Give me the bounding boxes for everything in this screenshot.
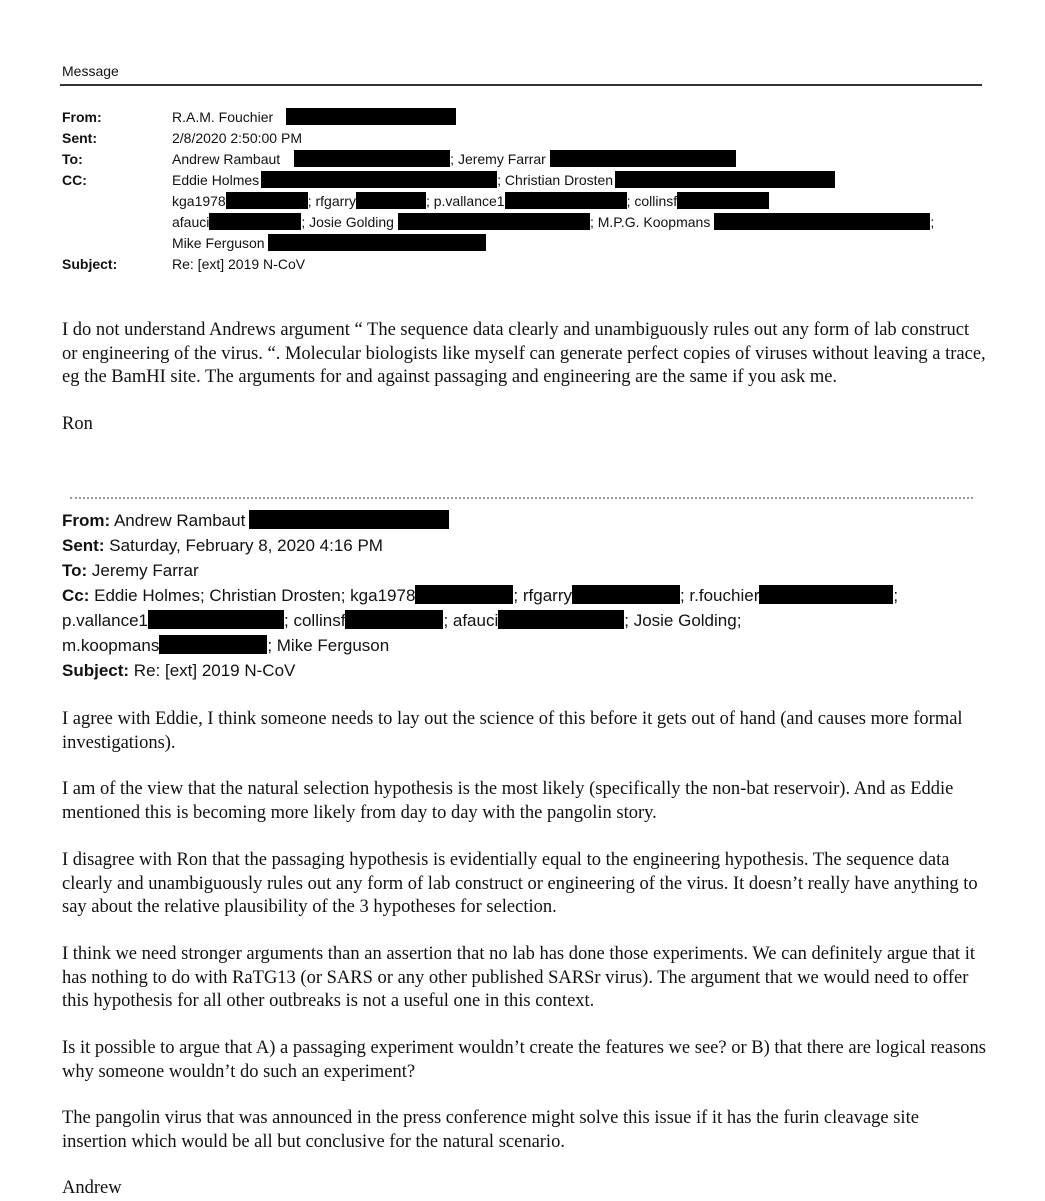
cc-name: kga1978: [172, 193, 226, 209]
from-value: R.A.M. Fouchier: [172, 109, 274, 125]
from-label-2: From:: [62, 511, 111, 530]
paragraph: I disagree with Ron that the passaging hypothesis is evidentially equal to the engineering hypothesis. The sequence data clearly and unambiguously rules out any form of lab construct or engineering of the virus. It doesn’t really have anything to say about the relative plausibility of the 3 hypotheses for selection.: [62, 850, 978, 917]
cc-label-2: Cc:: [62, 586, 90, 605]
redaction-box: [356, 192, 426, 209]
cc-name: ; rfgarry: [307, 193, 356, 209]
redaction-box: [615, 171, 835, 188]
recipient-name: Andrew Rambaut: [172, 151, 281, 167]
from-value-2: Andrew Rambaut: [113, 511, 246, 530]
redaction-box: [286, 108, 456, 125]
paragraph: I think we need stronger arguments than an assertion that no lab has done those experiments. We can definitely argue that it has nothing to do with RaTG13 (or SARS or any other published SARSr virus). The argument that we would need to offer this hypothesis for all other outbreaks is not a useful one in this context.: [62, 944, 975, 1011]
redaction-box: [209, 213, 301, 230]
subject-value: Re: [ext] 2019 N-CoV: [172, 256, 306, 272]
message-body-1: I do not understand Andrews argument “ The sequence data clearly and unambiguously rules out any form of lab construct or engineering of the virus. “. Molecular biologists like myself can generate perfect copies of viruses without leaving a trace, eg the BamHI site. The arguments for and against passaging and engineering are the same if you ask me.: [62, 320, 986, 387]
signature-ron: Ron: [62, 414, 93, 434]
cc-name: ; Mike Ferguson: [267, 636, 390, 655]
cc-name: ; M.P.G. Koopmans: [589, 214, 711, 230]
header-divider: [60, 84, 982, 86]
cc-name: ; Christian Drosten: [497, 172, 614, 188]
cc-name: ; Josie Golding;: [624, 611, 742, 630]
redaction-box: [505, 192, 627, 209]
from-label: From:: [62, 109, 102, 125]
cc-line-2-3: [62, 633, 389, 658]
redaction-box: [148, 610, 284, 629]
to-label-2: To:: [62, 561, 88, 580]
sent-label: Sent:: [62, 130, 97, 146]
subject-label-2: Subject:: [62, 661, 130, 680]
redaction-box: [550, 150, 736, 167]
redaction-box: [398, 213, 590, 230]
redaction-box: [572, 585, 680, 604]
cc-name: ; Josie Golding: [301, 214, 394, 230]
cc-line-2-1: [62, 583, 898, 608]
to-label: To:: [62, 151, 83, 167]
cc-name: Eddie Holmes; Christian Drosten; kga1978: [94, 586, 416, 605]
redaction-box: [498, 610, 624, 629]
cc-line-4: [172, 233, 486, 254]
cc-name: ; afauci: [443, 611, 499, 630]
redaction-box: [345, 610, 443, 629]
redaction-box: [677, 192, 769, 209]
redaction-box: [759, 585, 893, 604]
cc-line-1: [172, 170, 835, 191]
signature-andrew: Andrew: [62, 1178, 122, 1198]
cc-line-3: [172, 212, 934, 233]
cc-name: afauci: [172, 214, 210, 230]
subject-label: Subject:: [62, 256, 118, 272]
from-line: [172, 107, 456, 128]
subject-value-2: Re: [ext] 2019 N-CoV: [133, 661, 296, 680]
paragraph: Is it possible to argue that A) a passaging experiment wouldn’t create the features we see? or B) that there are logical reasons why someone wouldn’t do such an experiment?: [62, 1038, 986, 1082]
sent-label-2: Sent:: [62, 536, 105, 555]
cc-name: ; r.fouchier: [679, 586, 760, 605]
paragraph: I am of the view that the natural selection hypothesis is the most likely (specifically the non-bat reservoir). And as Eddie mentioned this is becoming more likely from day to day with the pangolin story.: [62, 779, 954, 823]
redaction-box: [249, 510, 449, 529]
cc-label: CC:: [62, 172, 87, 188]
sent-line-2: [62, 533, 383, 558]
cc-name: ; collinsf: [284, 611, 346, 630]
paragraph: The pangolin virus that was announced in the press conference might solve this issue if it has the furin cleavage site insertion which would be all but conclusive for the natural scenario.: [62, 1108, 919, 1152]
sent-value: 2/8/2020 2:50:00 PM: [172, 130, 302, 146]
redaction-box: [268, 234, 486, 251]
message-label: Message: [62, 63, 119, 79]
cc-name: ; p.vallance1: [425, 193, 505, 209]
cc-name: ;: [930, 214, 935, 230]
cc-name: ; rfgarry: [513, 586, 572, 605]
redaction-box: [415, 585, 513, 604]
cc-name: ;: [893, 586, 899, 605]
cc-line-2-2: [62, 608, 741, 633]
to-line: [172, 149, 736, 170]
cc-name: ; collinsf: [626, 193, 678, 209]
to-value-2: Jeremy Farrar: [91, 561, 199, 580]
redaction-box: [159, 635, 267, 654]
redaction-box: [261, 171, 497, 188]
to-line-2: [62, 558, 199, 583]
cc-name: p.vallance1: [62, 611, 149, 630]
redaction-box: [714, 213, 930, 230]
cc-name: Mike Ferguson: [172, 235, 265, 251]
message-separator: [70, 497, 973, 499]
paragraph: I agree with Eddie, I think someone needs to lay out the science of this before it gets out of hand (and causes more formal investigations).: [62, 709, 963, 753]
subject-line-2: [62, 658, 295, 683]
sent-value-2: Saturday, February 8, 2020 4:16 PM: [109, 536, 383, 555]
from-line-2: [62, 508, 449, 533]
redaction-box: [294, 150, 450, 167]
cc-line-2: [172, 191, 769, 212]
recipient-name: ; Jeremy Farrar: [450, 151, 546, 167]
cc-name: Eddie Holmes: [172, 172, 260, 188]
redaction-box: [226, 192, 308, 209]
cc-name: m.koopmans: [62, 636, 160, 655]
